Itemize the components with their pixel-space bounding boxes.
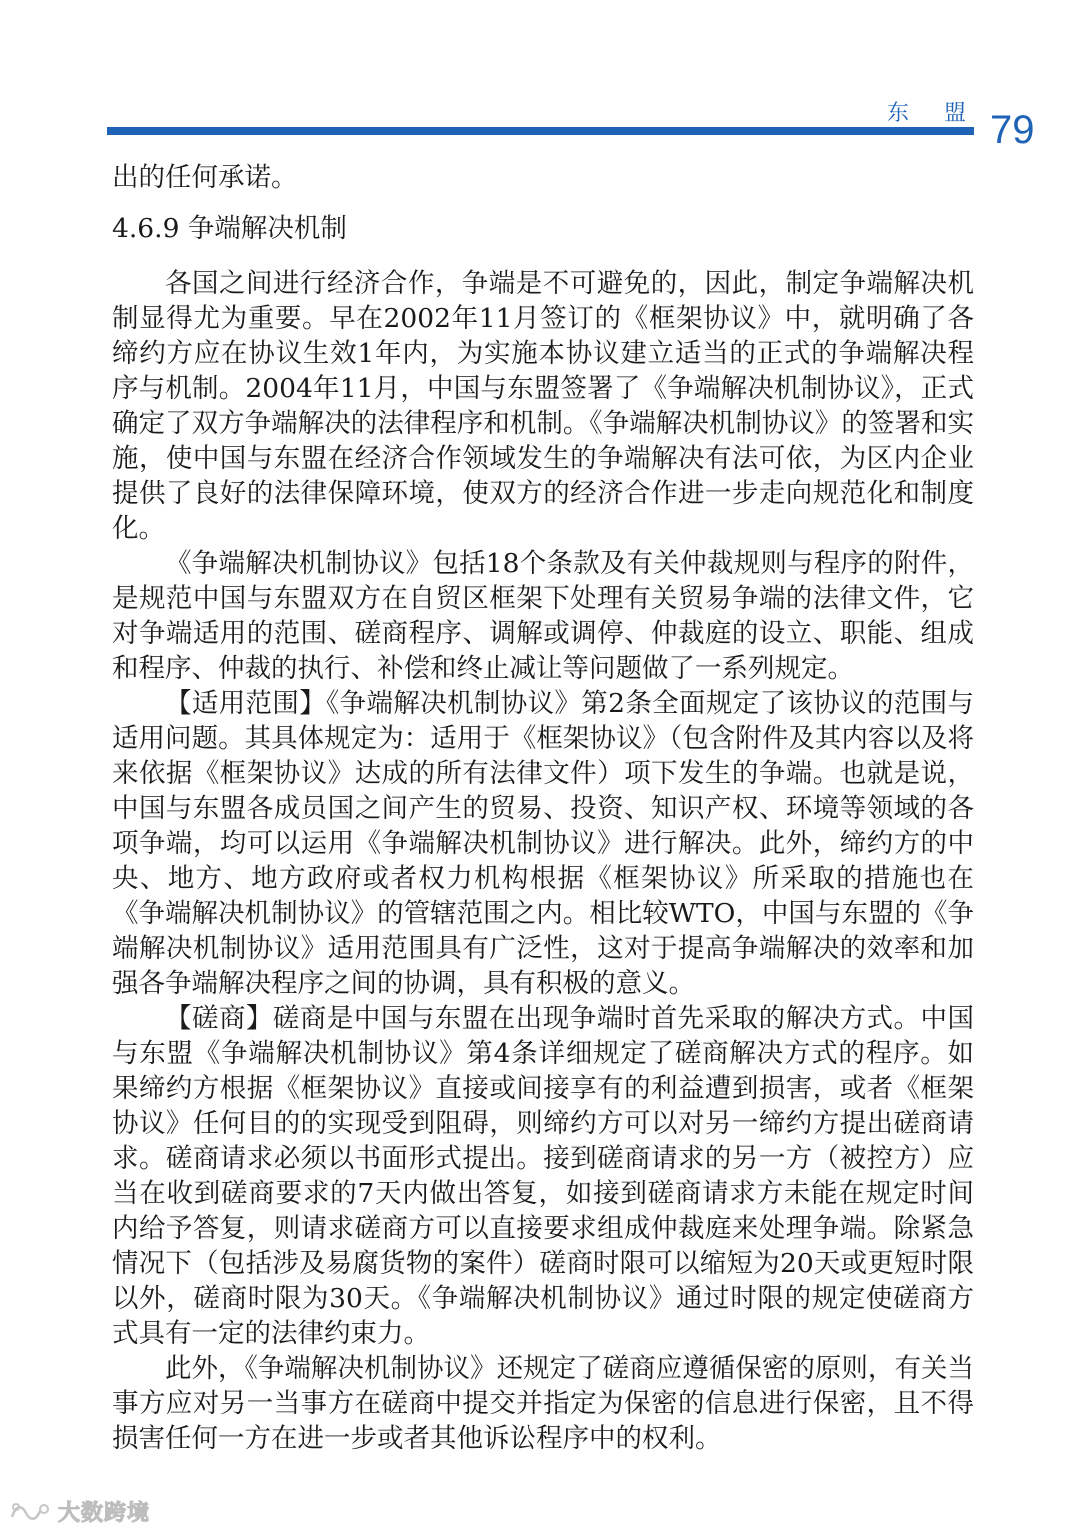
paragraph-agreement-overview: 《争端解决机制协议》包括18个条款及有关仲裁规则与程序的附件，是规范中国与东盟双方在自贸区框架下处理有关贸易争端的法律文件，它对争端适用的范围、磋商程序、调解或调停、仲裁庭的设立、职能、组成和程序、仲裁的执行、补偿和终止减让等问题做了一系列规定。 — [112, 548, 974, 684]
header-rule — [107, 127, 974, 135]
running-header-title: 东 盟 — [887, 101, 980, 126]
watermark — [8, 1496, 150, 1527]
watermark-text: 大数跨境 — [58, 1501, 151, 1526]
page-body — [112, 160, 974, 1456]
wave-logo-icon — [8, 1499, 52, 1525]
paragraph-consultation: 【磋商】磋商是中国与东盟在出现争端时首先采取的解决方式。中国与东盟《争端解决机制协议》第4条详细规定了磋商解决方式的程序。如果缔约方根据《框架协议》直接或间接享有的利益遭到损害，或者《框架协议》任何目的的实现受到阻碍，则缔约方可以对另一缔约方提出磋商请求。磋商请求必须以书面形式提出。接到磋商请求的另一方（被控方）应当在收到磋商要求的7天内做出答复，如接到磋商请求方未能在规定时间内给予答复，则请求磋商方可以直接要求组成仲裁庭来处理争端。除紧急情况下（包括涉及易腐货物的案件）磋商时限可以缩短为20天或更短时限以外，磋商时限为30天。《争端解决机制协议》通过时限的规定使磋商方式具有一定的法律约束力。 — [112, 1003, 974, 1349]
section-heading: 4.6.9 争端解决机制 — [112, 213, 347, 244]
continuation-text: 出的任何承诺。 — [112, 162, 298, 193]
paragraph-intro: 各国之间进行经济合作，争端是不可避免的，因此，制定争端解决机制显得尤为重要。早在2002年11月签订的《框架协议》中，就明确了各缔约方应在协议生效1年内，为实施本协议建立适当的正式的争端解决程序与机制。2004年11月，中国与东盟签署了《争端解决机制协议》，正式确定了双方争端解决的法律程序和机制。《争端解决机制协议》的签署和实施，使中国与东盟在经济合作领域发生的争端解决有法可依，为区内企业提供了良好的法律保障环境，使双方的经济合作进一步走向规范化和制度化。 — [112, 268, 974, 544]
paragraph-scope: 【适用范围】《争端解决机制协议》第2条全面规定了该协议的范围与适用问题。其具体规定为：适用于《框架协议》（包含附件及其内容以及将来依据《框架协议》达成的所有法律文件）项下发生的争端。也就是说，中国与东盟各成员国之间产生的贸易、投资、知识产权、环境等领域的各项争端，均可以运用《争端解决机制协议》进行解决。此外，缔约方的中央、地方、地方政府或者权力机构根据《框架协议》所采取的措施也在《争端解决机制协议》的管辖范围之内。相比较WTO，中国与东盟的《争端解决机制协议》适用范围具有广泛性，这对于提高争端解决的效率和加强各争端解决程序之间的协调，具有积极的意义。 — [112, 688, 974, 999]
page-number: 79 — [990, 108, 1035, 152]
paragraph-confidentiality: 此外，《争端解决机制协议》还规定了磋商应遵循保密的原则，有关当事方应对另一当事方在磋商中提交并指定为保密的信息进行保密，且不得损害任何一方在进一步或者其他诉讼程序中的权利。 — [112, 1353, 974, 1454]
